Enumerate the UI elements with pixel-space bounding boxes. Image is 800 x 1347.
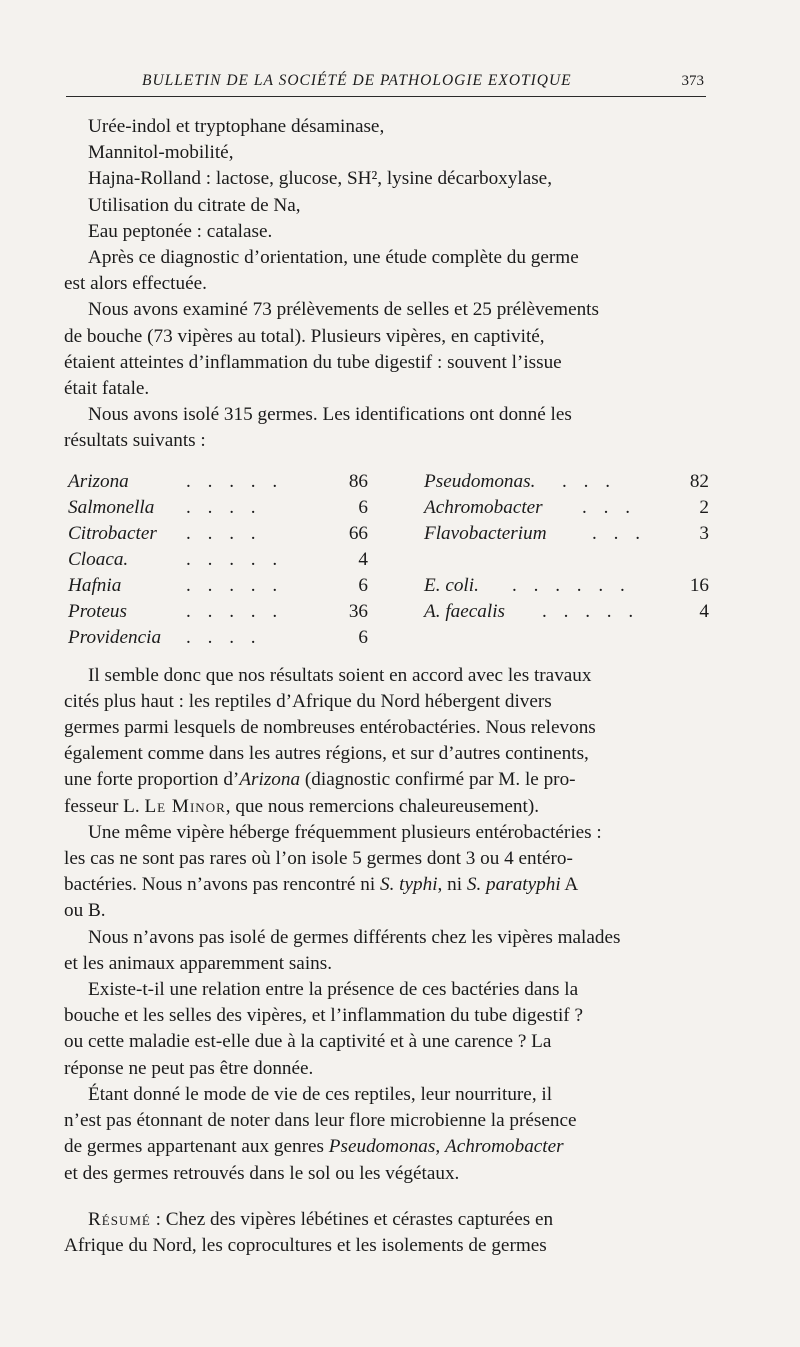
test-line: Urée-indol et tryptophane désaminase, — [88, 116, 385, 137]
paragraph-discussion — [64, 663, 709, 820]
isolate-count: 36 — [348, 600, 368, 622]
test-line: Hajna-Rolland : lactose, glucose, SH², lysine décarboxylase, — [88, 168, 552, 190]
leader-dots: . . . . . — [186, 470, 284, 492]
text-line: étaient atteintes d’inflammation du tube digestif : souvent l’issue — [64, 351, 562, 373]
leader-dots: . . . . . — [186, 600, 284, 622]
body-text — [64, 114, 709, 1259]
isolate-count: 6 — [358, 574, 368, 596]
genus-name: Salmonella — [68, 496, 155, 518]
isolate-count: 16 — [689, 574, 709, 596]
genus-name: Achromobacter — [424, 496, 543, 518]
paragraph-samples — [64, 297, 709, 402]
header-rule — [66, 96, 706, 97]
running-header — [66, 70, 706, 94]
test-line: Eau peptonée : catalase. — [88, 220, 273, 242]
text-line: cités plus haut : les reptiles d’Afrique du Nord hébergent divers — [64, 690, 552, 712]
paragraph-question — [64, 977, 709, 1082]
leader-dots: . . . . . — [542, 600, 640, 622]
text-line: ou B. — [64, 900, 106, 922]
isolate-count: 4 — [699, 600, 709, 622]
table-row — [424, 495, 709, 521]
text-line: est alors effectuée. — [64, 273, 207, 295]
table-row — [424, 599, 709, 625]
text-line: Nous n’avons pas isolé de germes différents chez les vipères malades — [88, 926, 621, 948]
table-row — [68, 599, 368, 625]
genus-name: Arizona — [68, 470, 129, 492]
results-column-left — [68, 469, 368, 651]
text-line: les cas ne sont pas rares où l’on isole 5 germes dont 3 ou 4 entéro- — [64, 848, 573, 870]
paragraph-orientation — [64, 245, 709, 297]
genus-name: Pseudomonas. — [424, 470, 536, 492]
isolate-count: 6 — [358, 626, 368, 648]
page-number: 373 — [681, 73, 704, 89]
summary-paragraph — [64, 1207, 709, 1259]
text-line: Une même vipère héberge fréquemment plusieurs entérobactéries : — [88, 821, 602, 843]
text-line: fesseur L. Le Minor, que nous remercions chaleureusement). — [64, 795, 540, 817]
text-line: Nous avons examiné 73 prélèvements de selles et 25 prélèvements — [88, 299, 599, 321]
table-row — [424, 573, 709, 599]
text-line: germes parmi lesquels de nombreuses entérobactéries. Nous relevons — [64, 717, 596, 739]
text-line: Nous avons isolé 315 germes. Les identifications ont donné les — [88, 404, 572, 426]
paragraph-isolates — [64, 402, 709, 454]
isolate-count: 66 — [348, 522, 368, 544]
paragraph-multiple-isolates — [64, 820, 709, 925]
text-line: bouche et les selles des vipères, et l’inflammation du tube digestif ? — [64, 1005, 583, 1027]
leader-dots: . . . — [582, 496, 636, 518]
text-line: n’est pas étonnant de noter dans leur flore microbienne la présence — [64, 1110, 577, 1132]
isolate-count: 86 — [348, 470, 368, 492]
table-row — [424, 521, 709, 547]
table-row — [68, 469, 368, 495]
leader-dots: . . . . . . — [512, 574, 631, 596]
genus-name: Flavobacterium — [424, 522, 547, 544]
section-gap — [64, 1187, 709, 1207]
isolate-count: 2 — [699, 496, 709, 518]
leader-dots: . . . . — [186, 626, 262, 648]
genus-name: Providencia — [68, 626, 162, 648]
text-line: et des germes retrouvés dans le sol ou les végétaux. — [64, 1162, 460, 1184]
genus-name: Cloaca. — [68, 548, 129, 570]
leader-dots: . . . . . — [186, 574, 284, 596]
table-row — [68, 495, 368, 521]
isolate-count: 3 — [699, 522, 709, 544]
test-list — [64, 114, 709, 245]
genus-name: Proteus — [68, 600, 127, 622]
text-line: et les animaux apparemment sains. — [64, 952, 333, 974]
genus-name: Citrobacter — [68, 522, 157, 544]
text-line: Il semble donc que nos résultats soient en accord avec les travaux — [88, 664, 592, 686]
text-line: de germes appartenant aux genres Pseudomonas, Achromobacter — [64, 1136, 564, 1158]
test-line: Utilisation du citrate de Na, — [88, 194, 301, 216]
text-line: Afrique du Nord, les coprocultures et les isolements de germes — [64, 1234, 547, 1256]
table-row — [68, 521, 368, 547]
summary-label: Résumé — [88, 1208, 151, 1230]
genus-name: E. coli. — [424, 574, 479, 596]
isolate-count: 6 — [358, 496, 368, 518]
text-line: également comme dans les autres régions, et sur d’autres continents, — [64, 743, 589, 765]
text-line: Étant donné le mode de vie de ces reptiles, leur nourriture, il — [88, 1083, 553, 1105]
table-row — [68, 573, 368, 599]
isolate-count: 82 — [689, 470, 709, 492]
text-line: Existe-t-il une relation entre la présence de ces bactéries dans la — [88, 979, 579, 1001]
genus-name: Hafnia — [68, 574, 122, 596]
text-line: était fatale. — [64, 378, 150, 400]
leader-dots: . . . . — [186, 522, 262, 544]
text-line: résultats suivants : — [64, 430, 206, 452]
journal-title: BULLETIN DE LA SOCIÉTÉ DE PATHOLOGIE EXOTIQUE — [142, 72, 572, 89]
leader-dots: . . . . — [186, 496, 262, 518]
text-line: de bouche (73 vipères au total). Plusieurs vipères, en captivité, — [64, 325, 545, 347]
text-line: bactéries. Nous n’avons pas rencontré ni S. typhi, ni S. paratyphi A — [64, 874, 579, 896]
isolate-count: 4 — [358, 548, 368, 570]
results-table — [64, 469, 709, 651]
text-line: ou cette maladie est-elle due à la captivité et à une carence ? La — [64, 1031, 552, 1053]
results-column-right — [424, 469, 709, 625]
paragraph-healthy — [64, 925, 709, 977]
leader-dots: . . . — [562, 470, 616, 492]
text-line: Résumé : Chez des vipères lébétines et cérastes capturées en — [88, 1208, 554, 1230]
text-line: une forte proportion d’Arizona (diagnostic confirmé par M. le pro- — [64, 769, 576, 791]
table-row — [68, 625, 368, 651]
text-line: réponse ne peut pas être donnée. — [64, 1057, 314, 1079]
leader-dots: . . . . . — [186, 548, 284, 570]
text-line: Après ce diagnostic d’orientation, une étude complète du germe — [88, 247, 579, 269]
leader-dots: . . . — [592, 522, 646, 544]
table-row — [424, 469, 709, 495]
paragraph-environment — [64, 1082, 709, 1187]
table-row-empty — [424, 547, 709, 573]
genus-name: A. faecalis — [424, 600, 505, 622]
test-line: Mannitol-mobilité, — [88, 142, 234, 164]
table-row — [68, 547, 368, 573]
